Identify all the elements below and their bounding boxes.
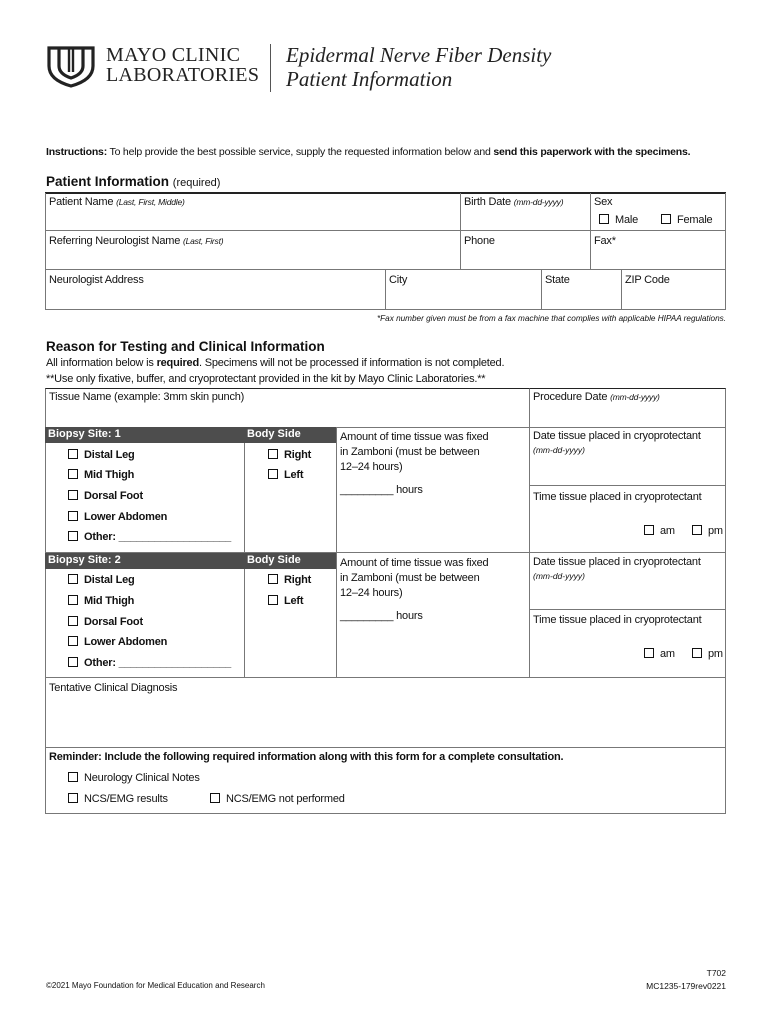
biopsy-site-2-header: Biopsy Site: 2 xyxy=(45,553,245,569)
amount-1-label: Amount of time tissue was fixed in Zamboni (must be between 12–24 hours) xyxy=(340,431,489,473)
site2-other[interactable]: Other: ___________________ xyxy=(68,657,231,669)
patient-info-heading: Patient Information (required) xyxy=(46,174,221,189)
brand-name: MAYO CLINIC LABORATORIES xyxy=(106,44,260,86)
cryo-2-divider xyxy=(529,609,726,610)
reason-heading: Reason for Testing and Clinical Information xyxy=(46,339,325,354)
sex-female-option[interactable]: Female xyxy=(661,214,712,226)
date-placed-2-label: Date tissue placed in cryoprotectant xyxy=(533,556,701,568)
date-placed-2-hint: (mm-dd-yyyy) xyxy=(533,571,585,581)
female-checkbox[interactable] xyxy=(661,214,671,224)
reason-line2: **Use only fixative, buffer, and cryoprotectant provided in the kit by Mayo Clinic Laboratories.** xyxy=(46,373,486,385)
form-code: T702 MC1235-179rev0221 xyxy=(646,968,726,991)
referring-neurologist-field[interactable]: Referring Neurologist Name (Last, First) xyxy=(45,230,461,270)
state-field[interactable]: State xyxy=(541,269,622,310)
fax-note: *Fax number given must be from a fax machine that complies with applicable HIPAA regulations. xyxy=(376,314,726,323)
reminder-text: Reminder: Include the following required information along with this form for a complete consultation. xyxy=(49,751,564,763)
site2-mid-thigh[interactable]: Mid Thigh xyxy=(68,595,134,607)
body-side-1-header: Body Side xyxy=(244,427,337,443)
site2-distal-leg[interactable]: Distal Leg xyxy=(68,574,135,586)
mayo-shield-icon xyxy=(45,44,97,88)
site2-dorsal-foot[interactable]: Dorsal Foot xyxy=(68,616,143,628)
site2-left[interactable]: Left xyxy=(268,595,303,607)
copyright: ©2021 Mayo Foundation for Medical Education and Research xyxy=(46,981,265,990)
header-divider xyxy=(270,44,271,92)
patient-name-field[interactable]: Patient Name (Last, First, Middle) xyxy=(45,193,461,231)
fax-field[interactable]: Fax* xyxy=(590,230,726,270)
zip-field[interactable]: ZIP Code xyxy=(621,269,726,310)
hours-1[interactable]: _________ hours xyxy=(340,484,423,496)
male-checkbox[interactable] xyxy=(599,214,609,224)
site1-pm[interactable]: pm xyxy=(692,525,723,537)
site2-right[interactable]: Right xyxy=(268,574,311,586)
instructions: Instructions: To help provide the best possible service, supply the requested information below and send this paperwork with the specimens. xyxy=(46,146,691,158)
hours-2[interactable]: _________ hours xyxy=(340,610,423,622)
neurology-notes-option[interactable]: Neurology Clinical Notes xyxy=(68,772,200,784)
site1-mid-thigh[interactable]: Mid Thigh xyxy=(68,469,134,481)
sex-field: Sex Male Female xyxy=(590,193,726,231)
time-placed-1-label: Time tissue placed in cryoprotectant xyxy=(533,491,702,503)
site1-lower-abdomen[interactable]: Lower Abdomen xyxy=(68,511,167,523)
site1-left[interactable]: Left xyxy=(268,469,303,481)
logo xyxy=(45,44,97,88)
ncs-not-performed-option[interactable]: NCS/EMG not performed xyxy=(210,793,345,805)
site1-am[interactable]: am xyxy=(644,525,675,537)
site1-dorsal-foot[interactable]: Dorsal Foot xyxy=(68,490,143,502)
date-placed-1-hint: (mm-dd-yyyy) xyxy=(533,445,585,455)
site1-other[interactable]: Other: ___________________ xyxy=(68,531,231,543)
neurologist-address-field[interactable]: Neurologist Address xyxy=(45,269,386,310)
phone-field[interactable]: Phone xyxy=(460,230,591,270)
biopsy-site-1-header: Biopsy Site: 1 xyxy=(45,427,245,443)
site2-pm[interactable]: pm xyxy=(692,648,723,660)
birth-date-field[interactable]: Birth Date (mm-dd-yyyy) xyxy=(460,193,591,231)
sex-male-option[interactable]: Male xyxy=(599,214,638,226)
site1-distal-leg[interactable]: Distal Leg xyxy=(68,449,135,461)
site2-lower-abdomen[interactable]: Lower Abdomen xyxy=(68,636,167,648)
procedure-date-field[interactable]: Procedure Date (mm-dd-yyyy) xyxy=(529,388,726,428)
tentative-diagnosis-field[interactable]: Tentative Clinical Diagnosis xyxy=(45,677,726,748)
body-side-2-col xyxy=(244,552,337,678)
cryo-1-divider xyxy=(529,485,726,486)
time-placed-2-label: Time tissue placed in cryoprotectant xyxy=(533,614,702,626)
amount-2-label: Amount of time tissue was fixed in Zamboni (must be between 12–24 hours) xyxy=(340,557,489,599)
ncs-results-option[interactable]: NCS/EMG results xyxy=(68,793,168,805)
site2-am[interactable]: am xyxy=(644,648,675,660)
form-title: Epidermal Nerve Fiber Density Patient Information xyxy=(286,43,552,91)
body-side-2-header: Body Side xyxy=(244,553,337,569)
city-field[interactable]: City xyxy=(385,269,542,310)
tissue-name-field[interactable]: Tissue Name (example: 3mm skin punch) xyxy=(45,388,530,428)
body-side-1-col xyxy=(244,427,337,553)
date-placed-1-label: Date tissue placed in cryoprotectant xyxy=(533,430,701,442)
reason-line1: All information below is required. Specimens will not be processed if information is not completed. xyxy=(46,357,505,369)
site1-right[interactable]: Right xyxy=(268,449,311,461)
